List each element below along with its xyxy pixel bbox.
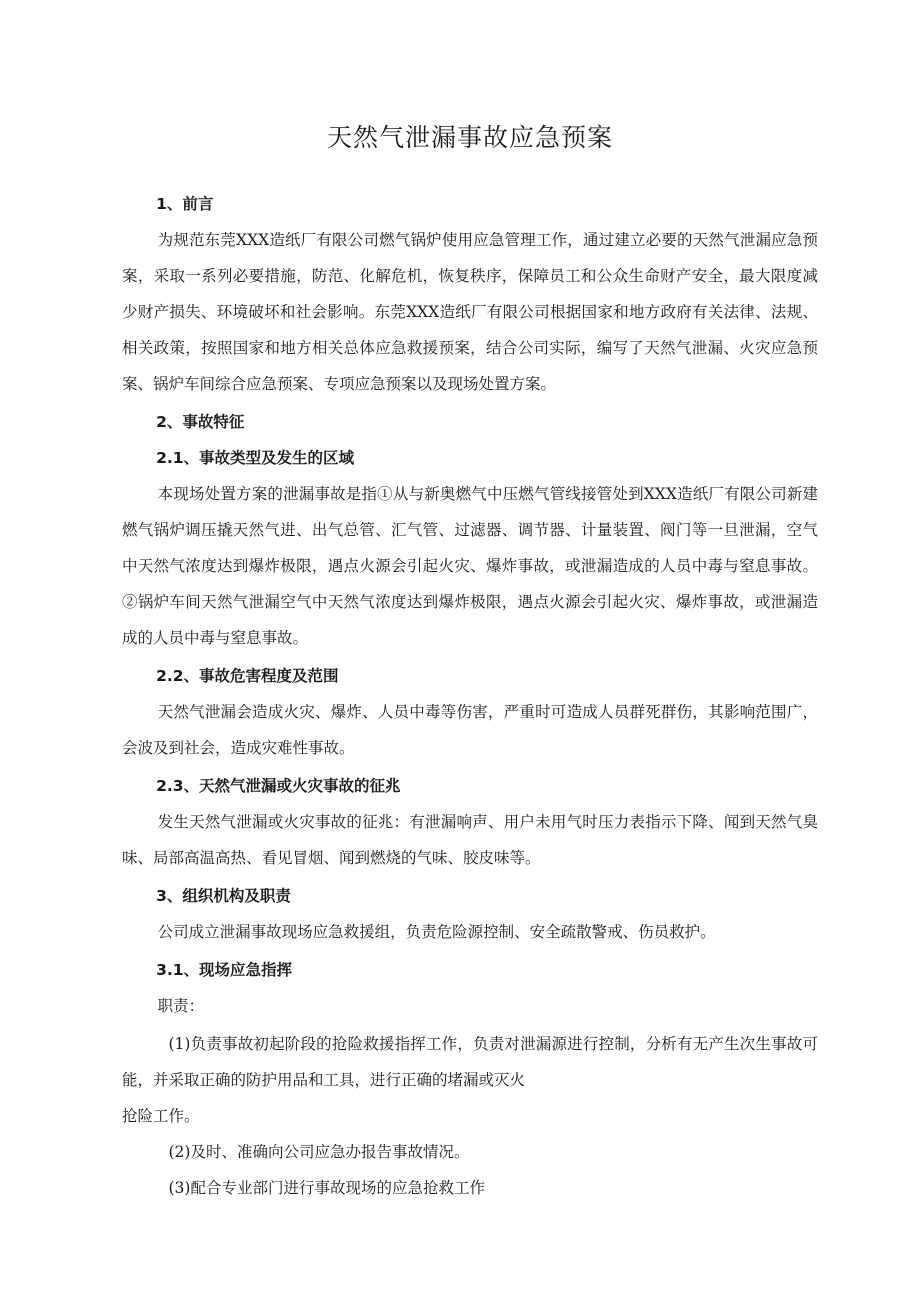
- section-2-3-heading: 2.3、天然气泄漏或火灾事故的征兆: [156, 777, 401, 795]
- section-1-heading: 1、前言: [156, 195, 214, 213]
- document-title: 天然气泄漏事故应急预案: [326, 123, 613, 152]
- duty-item-1-continuation: 抢险工作。: [122, 1107, 200, 1125]
- section-3-heading: 3、组织机构及职责: [156, 887, 291, 905]
- section-2-2-heading: 2.2、事故危害程度及范围: [156, 667, 339, 685]
- section-1-paragraph: 为规范东莞XXX造纸厂有限公司燃气锅炉使用应急管理工作，通过建立必要的天然气泄漏应急预案，采取一系列必要措施，防范、化解危机，恢复秩序，保障员工和公众生命财产安全，最大限度减少财产损失、环境破坏和社会影响。东莞XXX造纸厂有限公司根据国家和地方政府有关法律、法规、相关政策，按照国家和地方相关总体应急救援预案，结合公司实际，编写了天然气泄漏、火灾应急预案、锅炉车间综合应急预案、专项应急预案以及现场处置方案。: [122, 231, 818, 393]
- section-2-1-heading: 2.1、事故类型及发生的区域: [156, 449, 355, 467]
- section-2-heading: 2、事故特征: [156, 413, 245, 431]
- section-2-2-paragraph: 天然气泄漏会造成火灾、爆炸、人员中毒等伤害，严重时可造成人员群死群伤，其影响范围广，会波及到社会，造成灾难性事故。: [122, 703, 818, 757]
- section-2-1-paragraph: 本现场处置方案的泄漏事故是指①从与新奥燃气中压燃气管线接管处到XXX造纸厂有限公司新建燃气锅炉调压撬天然气进、出气总管、汇气管、过滤器、调节器、计量装置、阀门等一旦泄漏，空气中天然气浓度达到爆炸极限，遇点火源会引起火灾、爆炸事故，或泄漏造成的人员中毒与窒息事故。②锅炉车间天然气泄漏空气中天然气浓度达到爆炸极限，遇点火源会引起火灾、爆炸事故，或泄漏造成的人员中毒与窒息事故。: [122, 485, 818, 647]
- duty-item-3: (3)配合专业部门进行事故现场的应急抢救工作: [168, 1179, 485, 1197]
- document-page: [122, 118, 818, 1206]
- duty-item-1: (1)负责事故初起阶段的抢险救援指挥工作，负责对泄漏源进行控制，分析有无产生次生事故可能，并采取正确的防护用品和工具，进行正确的堵漏或灭火: [122, 1035, 818, 1089]
- section-3-paragraph: 公司成立泄漏事故现场应急救援组，负责危险源控制、安全疏散警戒、伤员救护。: [157, 923, 716, 941]
- section-3-1-heading: 3.1、现场应急指挥: [156, 961, 293, 979]
- duty-label: 职责：: [157, 997, 205, 1015]
- duty-item-2: (2)及时、准确向公司应急办报告事故情况。: [168, 1143, 470, 1161]
- section-2-3-paragraph: 发生天然气泄漏或火灾事故的征兆：有泄漏响声、用户未用气时压力表指示下降、闻到天然气臭味、局部高温高热、看见冒烟、闻到燃烧的气味、胶皮味等。: [122, 813, 818, 867]
